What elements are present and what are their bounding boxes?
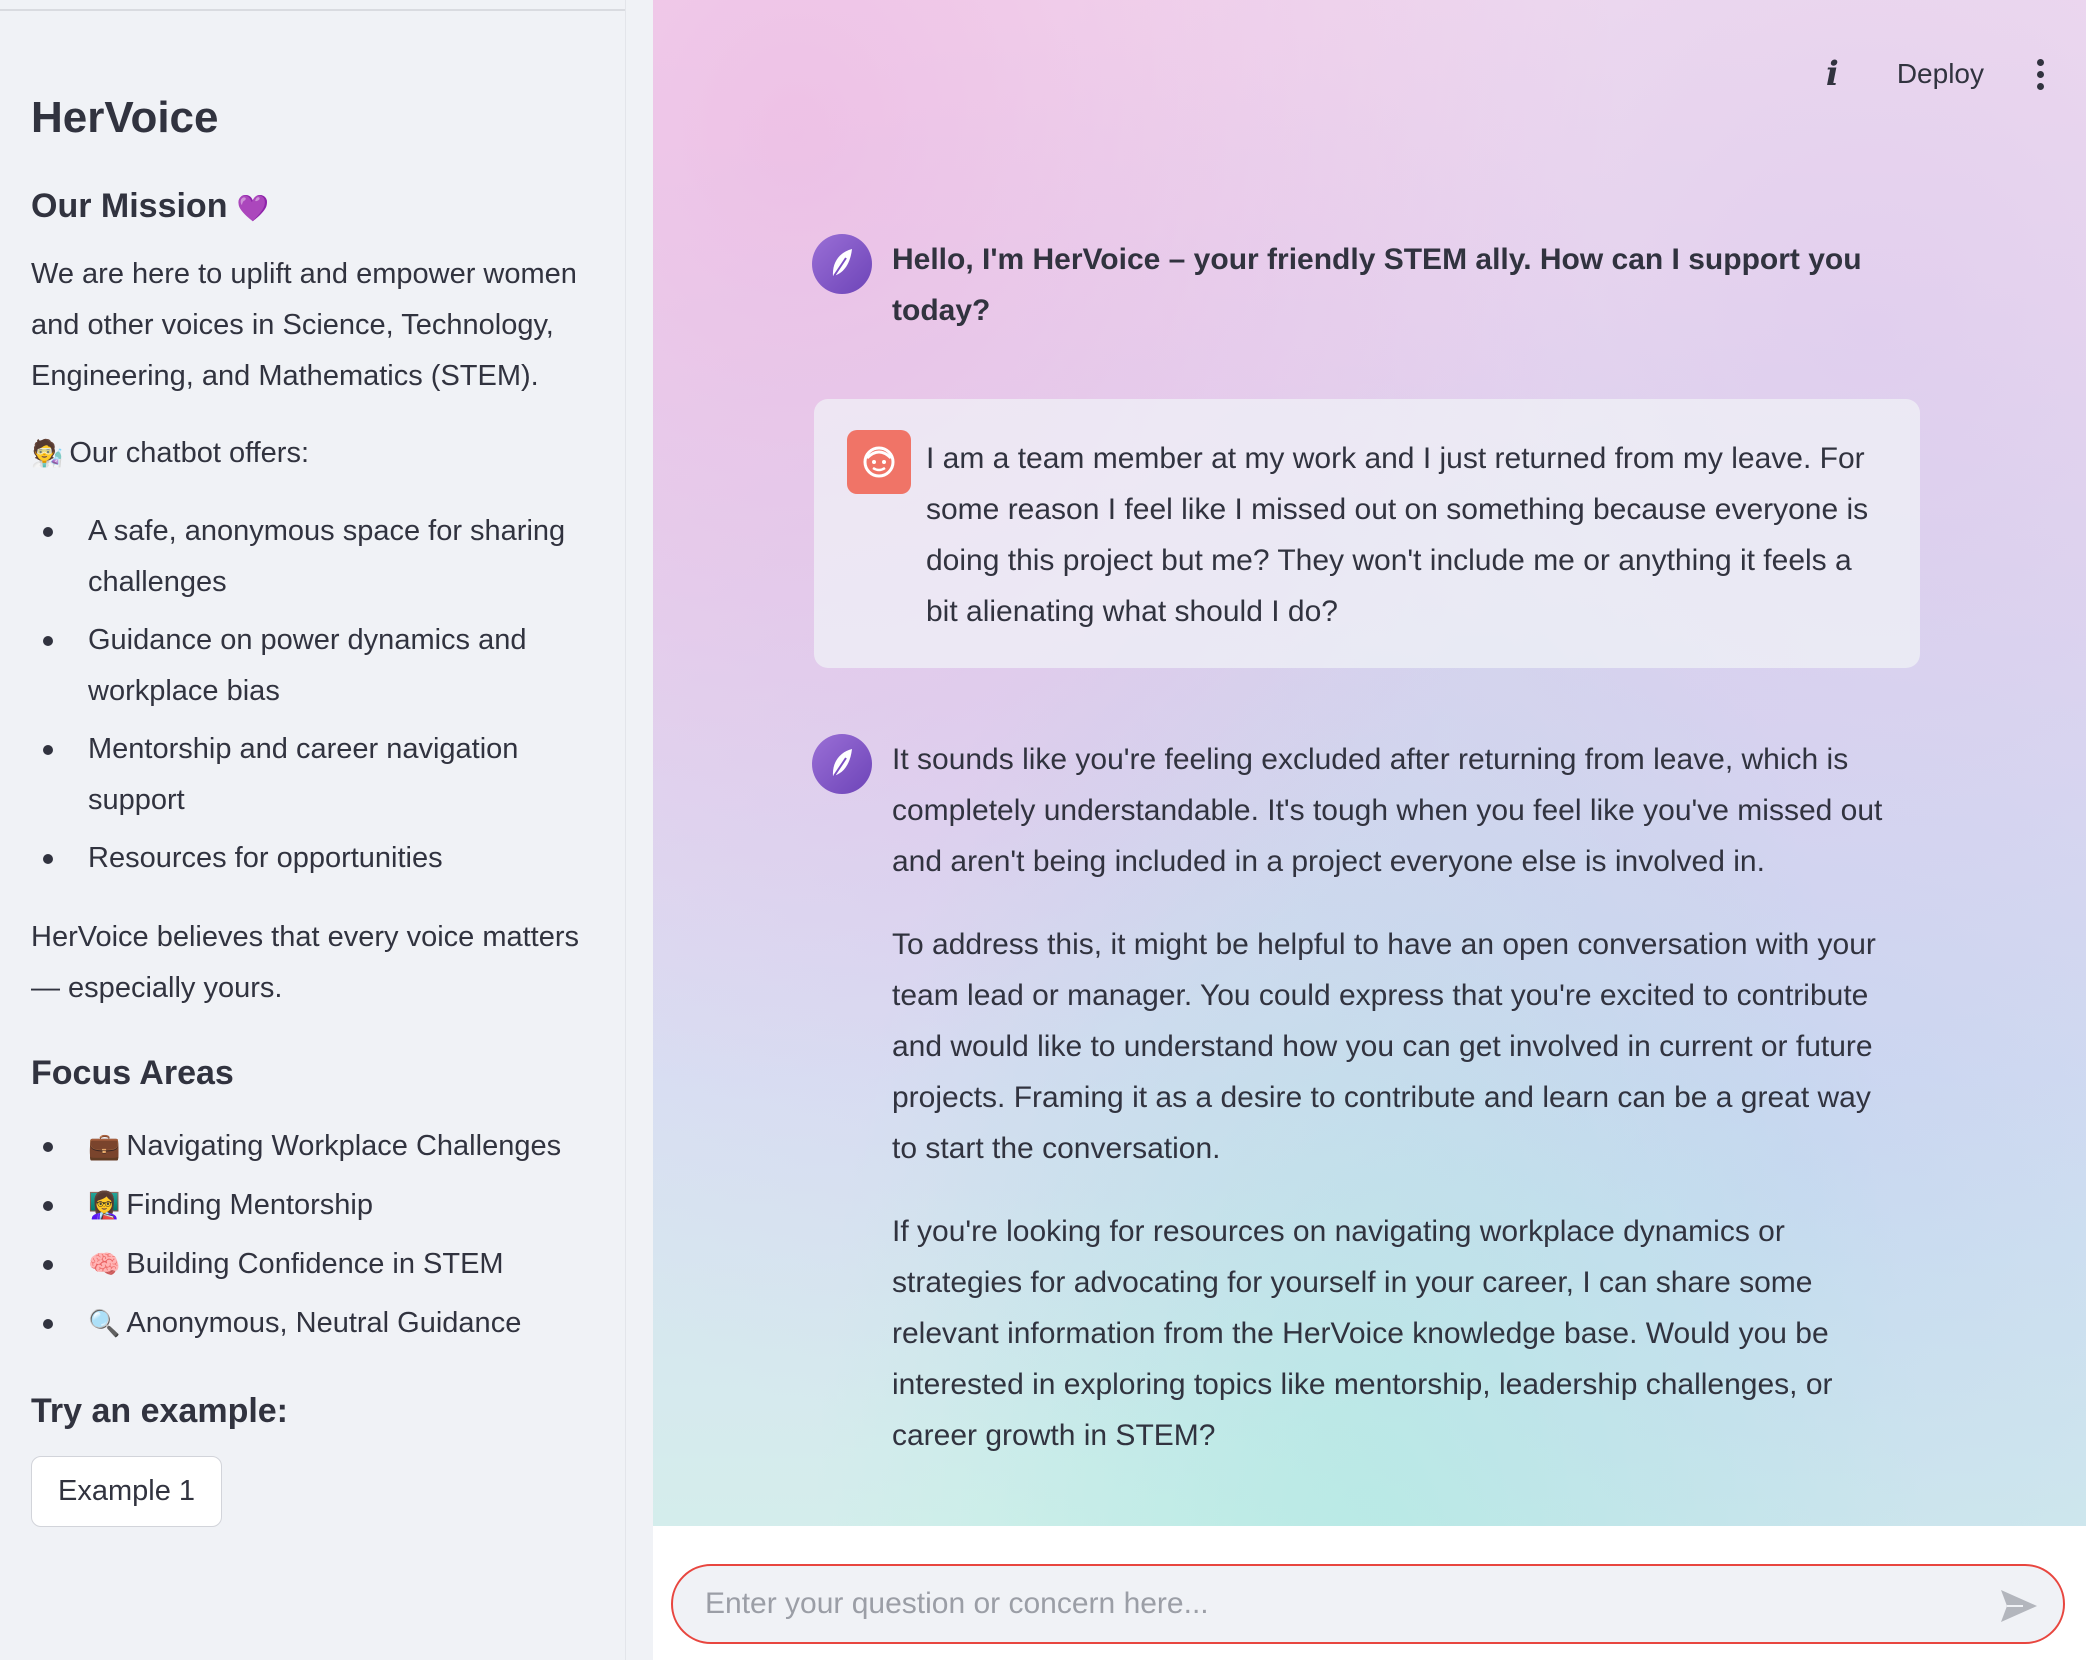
focus-label: Navigating Workplace Challenges [126,1129,562,1162]
offers-intro-text: Our chatbot offers: [69,437,310,470]
list-item [31,1121,591,1173]
sidebar-title: HerVoice [31,93,219,142]
info-icon[interactable]: i [1825,54,1839,94]
toolbar [1826,48,2046,100]
send-icon[interactable] [1997,1584,2041,1628]
chat-input-container [671,1564,2065,1644]
chat-input-area [653,1526,2086,1660]
feather-icon [822,244,862,284]
example-heading: Try an example: [31,1391,289,1430]
teacher-icon: 👩‍🏫 [88,1190,121,1221]
sidebar [0,0,626,1660]
scientist-icon: 🧑‍🔬 [31,439,64,470]
assistant-message [812,734,1918,1464]
belief-text: HerVoice believes that every voice matters — especially yours. [31,921,580,1005]
deploy-button[interactable]: Deploy [1896,58,1984,89]
smiley-face-icon [859,442,899,482]
user-message-text: I am a team member at my work and I just returned from my leave. For some reason I feel like I missed out on something because everyone is doing this project but me? They won't include me or anything it feels a bit alienating what should I do? [926,442,1869,628]
sidebar-content [31,92,591,1527]
more-options-icon[interactable] [2034,59,2046,90]
offers-list [31,506,591,884]
list-item [31,1180,591,1232]
reply-paragraph: It sounds like you're feeling excluded after returning from leave, which is completely understandable. It's tough when you feel like you've missed out and aren't being included in a project everyone else is involved in. [892,743,1883,878]
focus-label: Building Confidence in STEM [126,1247,504,1280]
list-item [31,1239,591,1291]
user-avatar [847,430,911,494]
mission-heading-text: Our Mission [31,186,228,225]
brain-icon: 🧠 [88,1249,121,1280]
focus-list [31,1121,591,1350]
list-item: Resources for opportunities [31,833,591,884]
sidebar-divider [0,9,625,11]
chat-input[interactable] [703,1578,1983,1630]
focus-label: Finding Mentorship [126,1188,374,1221]
list-item: A safe, anonymous space for sharing challenges [31,506,591,608]
reply-paragraph: To address this, it might be helpful to have an open conversation with your team lead or manager. You could express that you're excited to contribute and would like to understand how you can get involved in current or future projects. Framing it as a desire to contribute and learn can be a great way to start the conversation. [892,928,1876,1165]
assistant-avatar [812,234,872,294]
list-item [31,1298,591,1350]
purple-heart-icon: 💜 [236,193,270,224]
assistant-reply [892,734,1902,1493]
main-area [653,0,2086,1660]
example-1-button[interactable]: Example 1 [31,1456,222,1527]
list-item: Mentorship and career navigation support [31,724,591,826]
greeting-text: Hello, I'm HerVoice – your friendly STEM ally. How can I support you today? [892,243,1862,327]
magnifier-icon: 🔍 [88,1308,121,1339]
mission-text: We are here to uplift and empower women and other voices in Science, Technology, Engineering, and Mathematics (STEM). [31,258,577,393]
focus-heading: Focus Areas [31,1054,234,1093]
focus-label: Anonymous, Neutral Guidance [126,1306,522,1339]
assistant-message [812,234,1918,354]
reply-paragraph: If you're looking for resources on navigating workplace dynamics or strategies for advocating for yourself in your career, I can share some relevant information from the HerVoice knowledge base. Would you be interested in exploring topics like mentorship, leadership challenges, or career growth in STEM? [892,1215,1833,1452]
mission-heading [31,185,591,228]
feather-icon [822,744,862,784]
offers-intro [31,428,591,480]
user-message [814,399,1920,668]
assistant-avatar [812,734,872,794]
briefcase-icon: 💼 [88,1131,121,1162]
list-item: Guidance on power dynamics and workplace bias [31,615,591,717]
sidebar-gutter [626,0,653,1660]
